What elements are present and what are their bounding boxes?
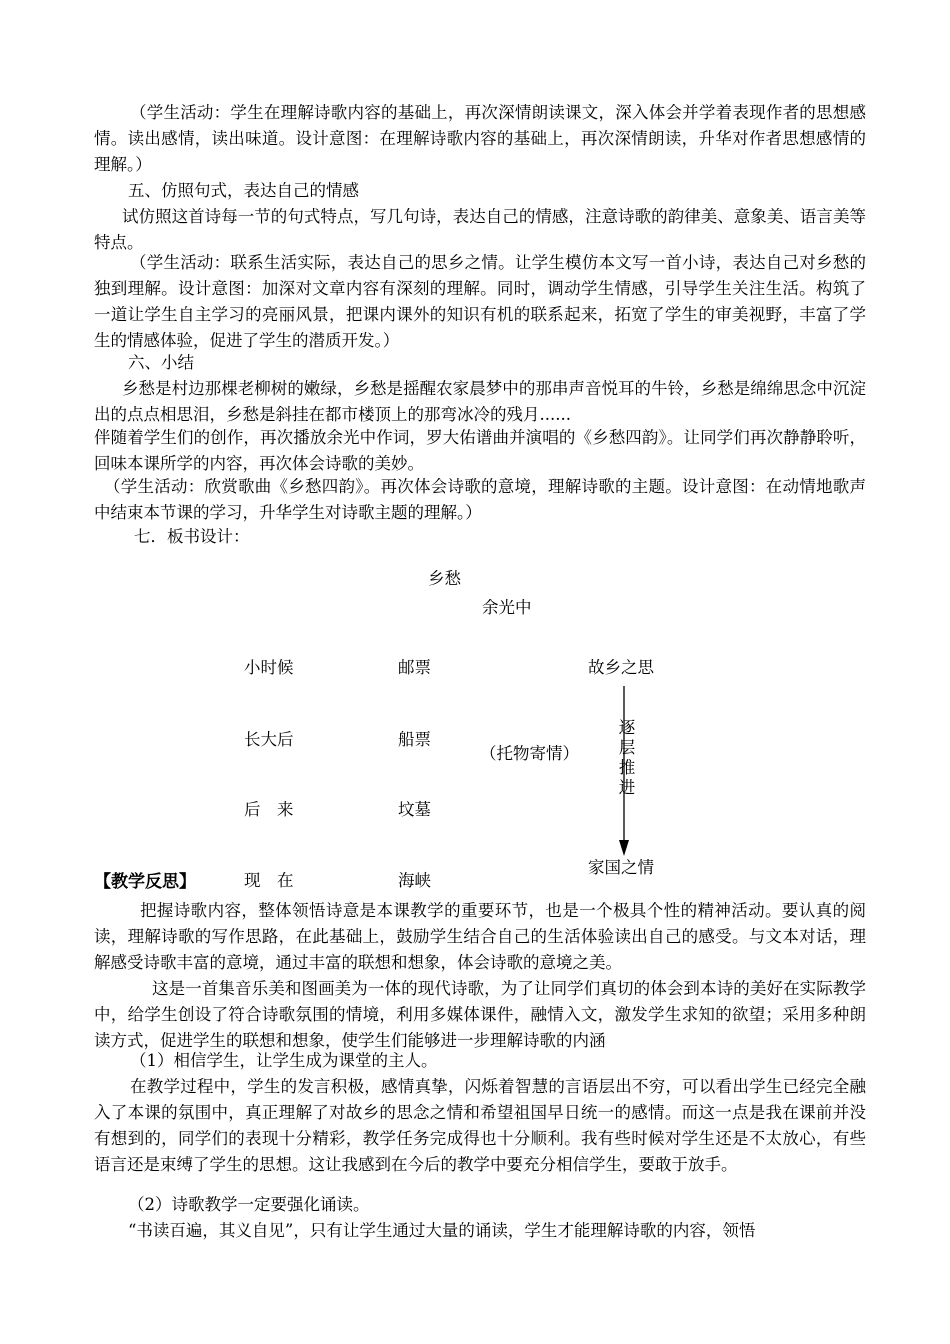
board-time-1: 小时候: [244, 658, 294, 677]
song-paragraph: 伴随着学生们的创作，再次播放余光中作词，罗大佑谱曲并演唱的《乡愁四韵》。让同学们再次静静聆听，回味本课所学的内容，再次体会诗歌的美妙。: [94, 428, 866, 473]
board-time-3: 后 来: [244, 800, 294, 819]
summary-paragraph: 乡愁是村边那棵老柳树的嫩绿，乡愁是摇醒农家晨梦中的那串声音悦耳的牛铃，乡愁是绵绵思念中沉淀出的点点相思泪，乡愁是斜挂在都市楼顶上的那弯冰冷的残月......: [94, 379, 866, 424]
board-time-2: 长大后: [244, 730, 294, 749]
board-progress-label: 逐层推进: [618, 718, 636, 797]
section-heading-7: 七．板书设计：: [134, 527, 250, 546]
activity-paragraph-2: （学生活动：联系生活实际，表达自己的思乡之情。让学生模仿本文写一首小诗，表达自己对乡愁的独到理解。设计意图：加深对文章内容有深刻的理解。同时，调动学生情感，引导学生关注生活。构筑了一道让学生自主学习的亮丽风景，把课内课外的知识有机的联系起来，拓宽了学生的审美视野，丰富了学生的情感体验，促进了学生的潜质开发。）: [94, 253, 866, 350]
reflection-subheading-1: （1）相信学生，让学生成为课堂的主人。: [130, 1051, 438, 1070]
board-title: 乡愁: [428, 569, 461, 588]
activity-paragraph-3: （学生活动：欣赏歌曲《乡愁四韵》。再次体会诗歌的意境，理解诗歌的主题。设计意图：在动情地歌声中结束本节课的学习，升华学生对诗歌主题的理解。）: [94, 477, 866, 522]
reflection-heading: 【教学反思】: [94, 872, 196, 892]
reflection-subheading-2: （2）诗歌教学一定要强化诵读。: [128, 1195, 370, 1214]
reflection-paragraph-3: 在教学过程中，学生的发言积极，感情真挚，闪烁着智慧的言语层出不穷，可以看出学生已经完全融入了本课的氛围中，真正理解了对故乡的思念之情和希望祖国早日统一的感情。而这一点是我在课前并没有想到的，同学们的表现十分精彩，教学任务完成得也十分顺利。我有些时候对学生还是不太放心，有些语言还是束缚了学生的思想。这让我感到在今后的教学中要充分相信学生，要敢于放手。: [94, 1077, 866, 1174]
board-object-2: 船票: [398, 730, 431, 749]
board-object-3: 坟墓: [398, 800, 431, 819]
reflection-paragraph-2: 这是一首集音乐美和图画美为一体的现代诗歌，为了让同学们真切的体会到本诗的美好在实际教学中，给学生创设了符合诗歌氛围的情境，利用多媒体课件，融情入文，激发学生求知的欲望；采用多种朗读方式，促进学生的联想和想象，使学生们能够进一步理解诗歌的内涵: [94, 979, 866, 1050]
board-author: 余光中: [482, 598, 532, 617]
reflection-paragraph-4: “书读百遍，其义自见”，只有让学生通过大量的诵读，学生才能理解诗歌的内容，领悟: [128, 1221, 756, 1240]
board-top-theme: 故乡之思: [588, 658, 654, 677]
board-object-1: 邮票: [398, 658, 431, 677]
activity-paragraph-1: （学生活动：学生在理解诗歌内容的基础上，再次深情朗读课文，深入体会并学着表现作者的思想感情。读出感情，读出味道。设计意图：在理解诗歌内容的基础上，再次深情朗读，升华对作者思想感情的理解。）: [94, 103, 866, 174]
board-time-4: 现 在: [244, 871, 294, 890]
section-heading-6: 六、小结: [128, 353, 194, 372]
board-method: （托物寄情）: [480, 744, 579, 763]
exercise-paragraph: 试仿照这首诗每一节的句式特点，写几句诗，表达自己的情感，注意诗歌的韵律美、意象美、语言美等特点。: [94, 207, 866, 252]
section-heading-5: 五、仿照句式，表达自己的情感: [128, 181, 359, 200]
reflection-paragraph-1: 把握诗歌内容，整体领悟诗意是本课教学的重要环节，也是一个极具个性的精神活动。要认真的阅读，理解诗歌的写作思路，在此基础上，鼓励学生结合自己的生活体验读出自己的感受。与文本对话，理解感受诗歌丰富的意境，通过丰富的联想和想象，体会诗歌的意境之美。: [94, 901, 866, 972]
board-bottom-theme: 家国之情: [588, 858, 654, 877]
board-object-4: 海峡: [398, 871, 431, 890]
